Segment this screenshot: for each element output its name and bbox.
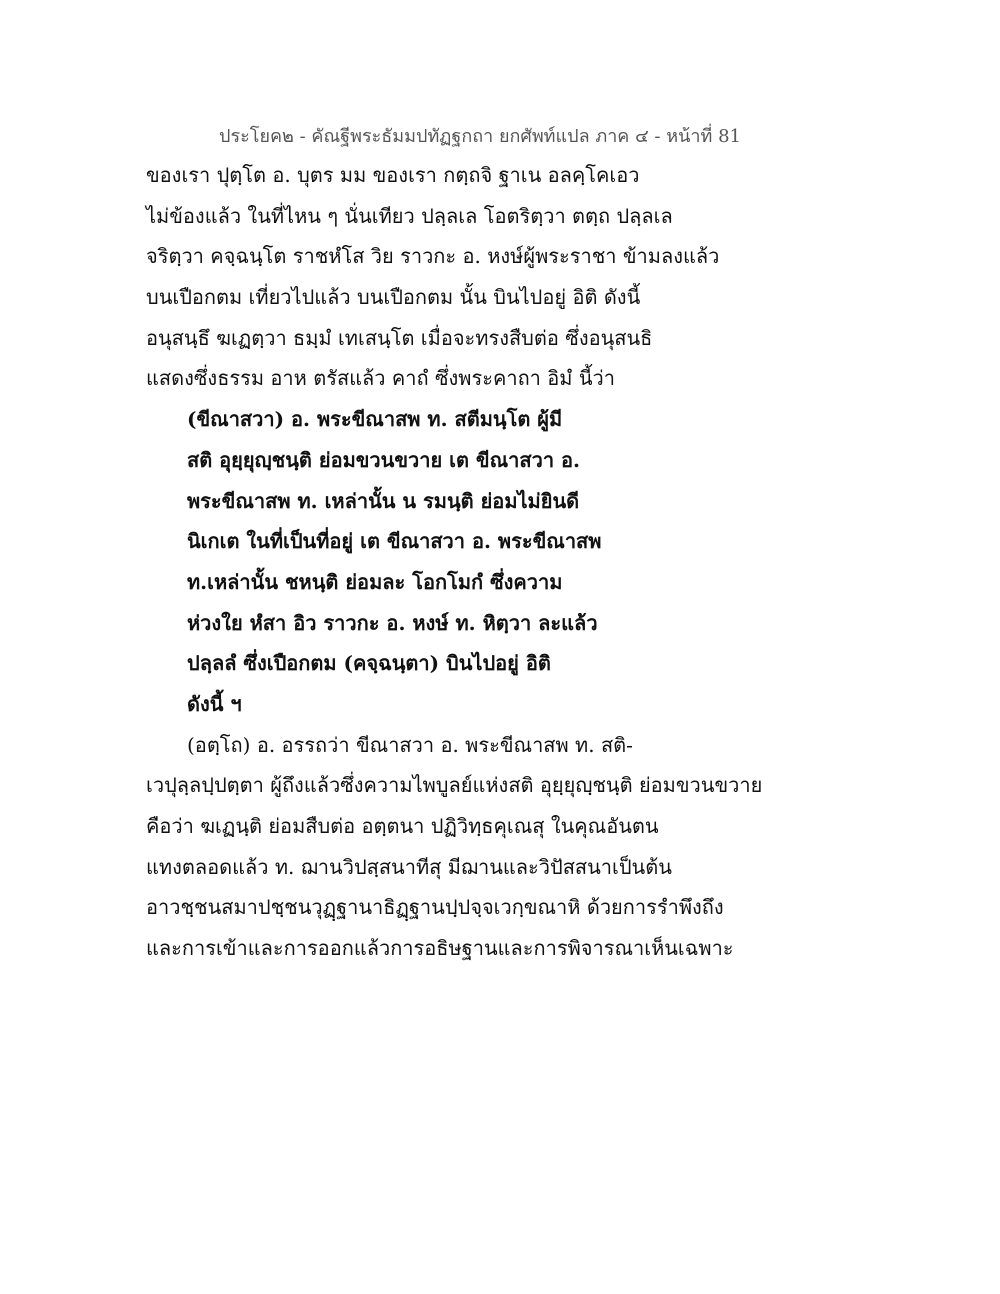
text-line: อนุสนฺธึ ฆเฏตฺวา ธมฺมํ เทเสนฺโต เมื่อจะทรงสืบต่อ ซึ่งอนุสนธิ	[146, 325, 653, 350]
verse-line: สติ อุยฺยุญฺชนฺติ ย่อมขวนขวาย เต ขีณาสวา อ.	[187, 447, 580, 472]
paragraph-1	[146, 155, 866, 399]
verse-line: นิเกเต ในที่เป็นที่อยู่ เต ขีณาสวา อ. พระขีณาสพ	[187, 529, 602, 554]
page-header: ประโยค๒ - คัณฐีพระธัมมปทัฏฐกถา ยกศัพท์แปล ภาค ๔ - หน้าที่ 81	[219, 126, 741, 147]
text-line: แสดงซึ่งธรรม อาห ตรัสแล้ว คาถํ ซึ่งพระคาถา อิมํ นี้ว่า	[146, 366, 615, 391]
paragraph-2	[146, 725, 866, 969]
verse-line: ปลฺลลํ ซึ่งเปือกตม (คจฺฉนฺตา) บินไปอยู่ อิติ	[187, 651, 551, 676]
verse-line: พระขีณาสพ ท. เหล่านั้น น รมนฺติ ย่อมไม่ยินดี	[187, 488, 580, 513]
text-line: คือว่า ฆเฏนฺติ ย่อมสืบต่อ อตฺตนา ปฏิวิทฺธคุเณสุ ในคุณอันตน	[146, 814, 659, 838]
text-line: แทงตลอดแล้ว ท. ฌานวิปสฺสนาทีสุ มีฌานและวิปัสสนาเป็นต้น	[146, 854, 672, 879]
text-line: ไม่ข้องแล้ว ในที่ไหน ๆ นั่นเทียว ปลฺลเล โอตริตฺวา ตตฺถ ปลฺลเล	[146, 203, 673, 228]
text-line: อาวชฺชนสมาปชฺชนวุฏฺฐานาธิฏฺฐานปฺปจฺจเวกฺขณาหิ ด้วยการรำพึงถึง	[146, 895, 724, 920]
verse-block	[146, 399, 866, 725]
verse-line: (ขีณาสวา) อ. พระขีณาสพ ท. สตีมนฺโต ผู้มี	[187, 407, 563, 432]
body-text	[146, 155, 866, 969]
verse-line: ดังนี้ ฯ	[187, 691, 242, 716]
verse-line: ห่วงใย หํสา อิว ราวกะ อ. หงษ์ ท. หิตฺวา ละแล้ว	[187, 610, 598, 635]
text-line: และการเข้าและการออกแล้วการอธิษฐานและการพิจารณาเห็นเฉพาะ	[146, 936, 734, 961]
text-line: (อตฺโถ) อ. อรรถว่า ขีณาสวา อ. พระขีณาสพ ท. สติ-	[187, 732, 633, 757]
text-line: บนเปือกตม เที่ยวไปแล้ว บนเปือกตม นั้น บินไปอยู่ อิติ ดังนี้	[146, 285, 641, 310]
text-line: ของเรา ปุตฺโต อ. บุตร มม ของเรา กตฺถจิ ฐาเน อลคฺโคเอว	[146, 163, 640, 187]
verse-line: ท.เหล่านั้น ชหนฺติ ย่อมละ โอกโมกํ ซึ่งความ	[187, 569, 563, 594]
text-line: เวปุลฺลปฺปตฺตา ผู้ถึงแล้วซึ่งความไพบูลย์แห่งสติ อุยฺยุญฺชนฺติ ย่อมขวนขวาย	[146, 773, 763, 798]
text-line: จริตฺวา คจฺฉนฺโต ราชหํโส วิย ราวกะ อ. หงษ์ผู้พระราชา ข้ามลงแล้ว	[146, 244, 720, 269]
